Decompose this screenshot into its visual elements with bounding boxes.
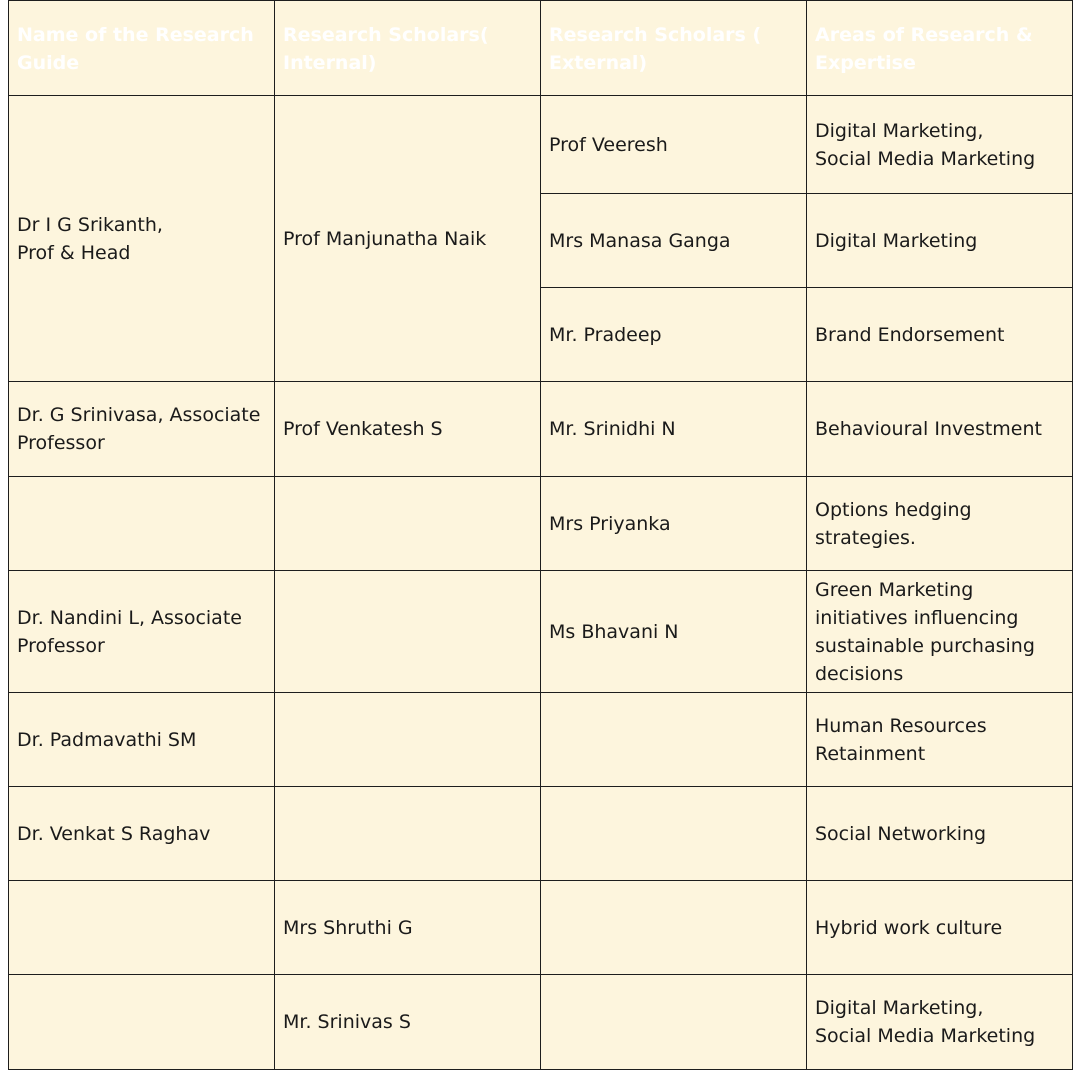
internal-scholar-cell: Prof Venkatesh S <box>275 382 541 477</box>
table-row <box>9 571 1073 693</box>
table-row <box>9 477 1073 571</box>
internal-scholar-cell: Prof Manjunatha Naik <box>275 96 541 382</box>
header-internal-scholars: Research Scholars( Internal) <box>275 1 541 96</box>
header-areas: Areas of Research & Expertise <box>807 1 1073 96</box>
area-cell: Options hedging strategies. <box>807 477 1073 571</box>
table-row <box>9 382 1073 477</box>
internal-scholar-cell <box>275 477 541 571</box>
table-row <box>9 693 1073 787</box>
internal-scholar-cell: Mr. Srinivas S <box>275 975 541 1070</box>
guide-cell <box>9 881 275 975</box>
external-scholar-cell <box>541 881 807 975</box>
external-scholar-cell: Mr. Srinidhi N <box>541 382 807 477</box>
guide-cell: Dr I G Srikanth, Prof & Head <box>9 96 275 382</box>
external-scholar-cell <box>541 787 807 881</box>
guide-cell <box>9 975 275 1070</box>
header-guide: Name of the Research Guide <box>9 1 275 96</box>
area-cell: Behavioural Investment <box>807 382 1073 477</box>
area-cell: Digital Marketing, Social Media Marketing <box>807 975 1073 1070</box>
area-cell: Digital Marketing <box>807 194 1073 288</box>
external-scholar-cell: Mrs Priyanka <box>541 477 807 571</box>
internal-scholar-cell <box>275 693 541 787</box>
external-scholar-cell <box>541 975 807 1070</box>
area-cell: Digital Marketing, Social Media Marketing <box>807 96 1073 194</box>
external-scholar-cell: Prof Veeresh <box>541 96 807 194</box>
guide-cell: Dr. Nandini L, Associate Professor <box>9 571 275 693</box>
table-row <box>9 975 1073 1070</box>
table-row <box>9 787 1073 881</box>
area-cell: Social Networking <box>807 787 1073 881</box>
guide-cell <box>9 477 275 571</box>
internal-scholar-cell: Mrs Shruthi G <box>275 881 541 975</box>
header-row <box>9 1 1073 96</box>
table-row <box>9 96 1073 194</box>
table-row <box>9 881 1073 975</box>
internal-scholar-cell <box>275 571 541 693</box>
area-cell: Green Marketing initiatives influencing sustainable purchasing decisions <box>807 571 1073 693</box>
guide-cell: Dr. Padmavathi SM <box>9 693 275 787</box>
research-guides-table <box>8 0 1073 1070</box>
header-external-scholars: Research Scholars ( External) <box>541 1 807 96</box>
guide-cell: Dr. Venkat S Raghav <box>9 787 275 881</box>
guide-cell: Dr. G Srinivasa, Associate Professor <box>9 382 275 477</box>
internal-scholar-cell <box>275 787 541 881</box>
area-cell: Brand Endorsement <box>807 288 1073 382</box>
area-cell: Human Resources Retainment <box>807 693 1073 787</box>
external-scholar-cell: Mrs Manasa Ganga <box>541 194 807 288</box>
external-scholar-cell: Ms Bhavani N <box>541 571 807 693</box>
external-scholar-cell: Mr. Pradeep <box>541 288 807 382</box>
area-cell: Hybrid work culture <box>807 881 1073 975</box>
external-scholar-cell <box>541 693 807 787</box>
